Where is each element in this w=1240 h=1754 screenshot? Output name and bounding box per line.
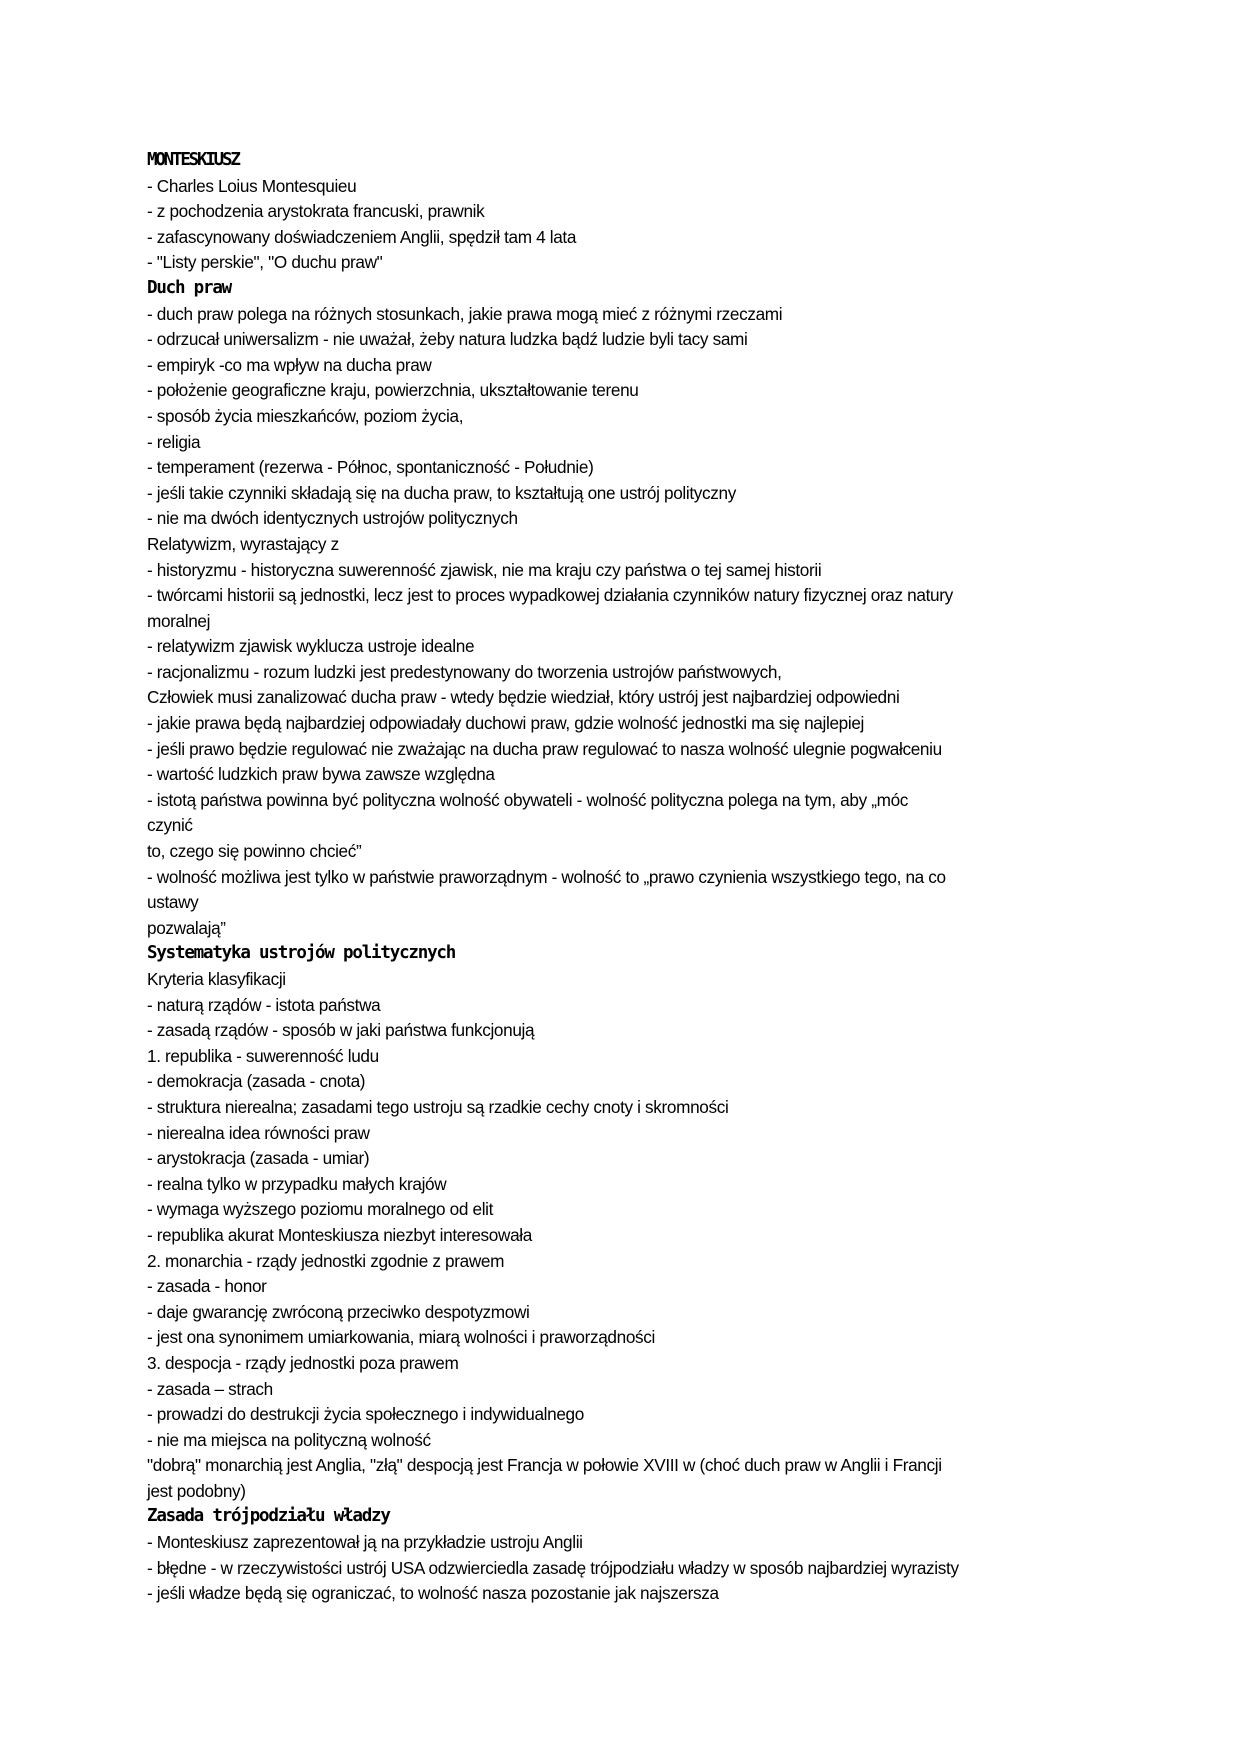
text-line: - racjonalizmu - rozum ludzki jest predestynowany do tworzenia ustrojów państwowych, <box>147 661 782 682</box>
text-line: - jest ona synonimem umiarkowania, miarą wolności i praworządności <box>147 1327 656 1348</box>
text-line: - istotą państwa powinna być polityczna wolność obywateli - wolność polityczna polega na tym, aby „móc <box>147 789 909 810</box>
text-line: - realna tylko w przypadku małych krajów <box>147 1173 447 1194</box>
text-line: - nie ma miejsca na polityczną wolność <box>147 1429 431 1450</box>
text-line: - sposób życia mieszkańców, poziom życia, <box>147 405 464 426</box>
text-line: - republika akurat Monteskiusza niezbyt interesowała <box>147 1224 532 1245</box>
text-line: - nierealna idea równości praw <box>147 1122 370 1143</box>
text-line: - daje gwarancję zwróconą przeciwko despotyzmowi <box>147 1301 530 1322</box>
text-line: - odrzucał uniwersalizm - nie uważał, żeby natura ludzka bądź ludzie byli tacy sami <box>147 329 748 350</box>
text-line: - jeśli prawo będzie regulować nie zważając na ducha praw regulować to nasza wolność ulegnie pogwałceniu <box>147 738 942 759</box>
text-line: - zafascynowany doświadczeniem Anglii, spędził tam 4 lata <box>147 226 577 247</box>
text-line: - jeśli władze będą się ograniczać, to wolność nasza pozostanie jak najszersza <box>147 1583 719 1604</box>
text-line: ustawy <box>147 892 199 913</box>
text-line: czynić <box>147 815 193 836</box>
text-line: - Monteskiusz zaprezentował ją na przykładzie ustroju Anglii <box>147 1532 583 1553</box>
text-line: moralnej <box>147 610 211 631</box>
text-line: - demokracja (zasada - cnota) <box>147 1071 366 1092</box>
text-line: Kryteria klasyfikacji <box>147 969 286 989</box>
text-line: - prowadzi do destrukcji życia społecznego i indywidualnego <box>147 1404 584 1425</box>
text-line: - duch praw polega na różnych stosunkach, jakie prawa mogą mieć z różnymi rzeczami <box>147 303 783 324</box>
text-line: - empiryk -co ma wpływ na ducha praw <box>147 354 432 375</box>
text-line: - wartość ludzkich praw bywa zawsze względna <box>147 764 495 785</box>
text-line: - "Listy perskie", "O duchu praw" <box>147 252 383 273</box>
text-line: - arystokracja (zasada - umiar) <box>147 1148 370 1169</box>
text-line: - położenie geograficzne kraju, powierzchnia, ukształtowanie terenu <box>147 380 639 401</box>
text-line: - błędne - w rzeczywistości ustrój USA odzwierciedla zasadę trójpodziału władzy w sposób najbardziej wyrazisty <box>147 1557 959 1578</box>
document-page <box>147 148 1107 1607</box>
text-line: - nie ma dwóch identycznych ustrojów politycznych <box>147 508 518 529</box>
text-line: - z pochodzenia arystokrata francuski, prawnik <box>147 201 485 222</box>
text-line: - twórcami historii są jednostki, lecz jest to proces wypadkowej działania czynników natury fizycznej oraz natury <box>147 585 953 606</box>
text-line: - zasadą rządów - sposób w jaki państwa funkcjonują <box>147 1020 535 1041</box>
document-title: MONTESKIUSZ <box>147 150 239 170</box>
text-line: - temperament (rezerwa - Północ, spontaniczność - Południe) <box>147 457 594 478</box>
text-line: - struktura nierealna; zasadami tego ustroju są rzadkie cechy cnoty i skromności <box>147 1096 729 1117</box>
text-line: - wolność możliwa jest tylko w państwie praworządnym - wolność to „prawo czynienia wszystkiego tego, na co <box>147 866 946 887</box>
text-line: to, czego się powinno chcieć” <box>147 841 362 862</box>
text-line: Relatywizm, wyrastający z <box>147 533 339 554</box>
text-line: - religia <box>147 431 201 452</box>
text-line: - zasada – strach <box>147 1378 273 1399</box>
text-line: - Charles Loius Montesquieu <box>147 175 357 196</box>
text-line: - naturą rządów - istota państwa <box>147 994 381 1015</box>
text-line: jest podobny) <box>147 1480 246 1501</box>
text-line: 1. republika - suwerenność ludu <box>147 1045 379 1066</box>
section-heading: Duch praw <box>147 277 232 298</box>
text-line: - jeśli takie czynniki składają się na ducha praw, to kształtują one ustrój polityczny <box>147 482 736 503</box>
text-line: - historyzmu - historyczna suwerenność zjawisk, nie ma kraju czy państwa o tej samej historii <box>147 559 822 580</box>
text-line: pozwalają” <box>147 917 226 938</box>
text-line: 2. monarchia - rządy jednostki zgodnie z prawem <box>147 1250 505 1271</box>
text-line: Człowiek musi zanalizować ducha praw - wtedy będzie wiedział, który ustrój jest najbardziej odpowiedni <box>147 687 900 708</box>
text-line: 3. despocja - rządy jednostki poza prawem <box>147 1352 459 1373</box>
section-heading: Zasada trójpodziału władzy <box>147 1506 390 1527</box>
text-line: - jakie prawa będą najbardziej odpowiadały duchowi praw, gdzie wolność jednostki ma się najlepiej <box>147 713 865 734</box>
text-line: - relatywizm zjawisk wyklucza ustroje idealne <box>147 636 475 657</box>
text-line: "dobrą" monarchią jest Anglia, "złą" despocją jest Francja w połowie XVIII w (choć duch praw w Anglii i Francji <box>147 1455 942 1476</box>
section-heading: Systematyka ustrojów politycznych <box>147 943 456 964</box>
text-line: - wymaga wyższego poziomu moralnego od elit <box>147 1199 494 1220</box>
text-line: - zasada - honor <box>147 1276 267 1297</box>
